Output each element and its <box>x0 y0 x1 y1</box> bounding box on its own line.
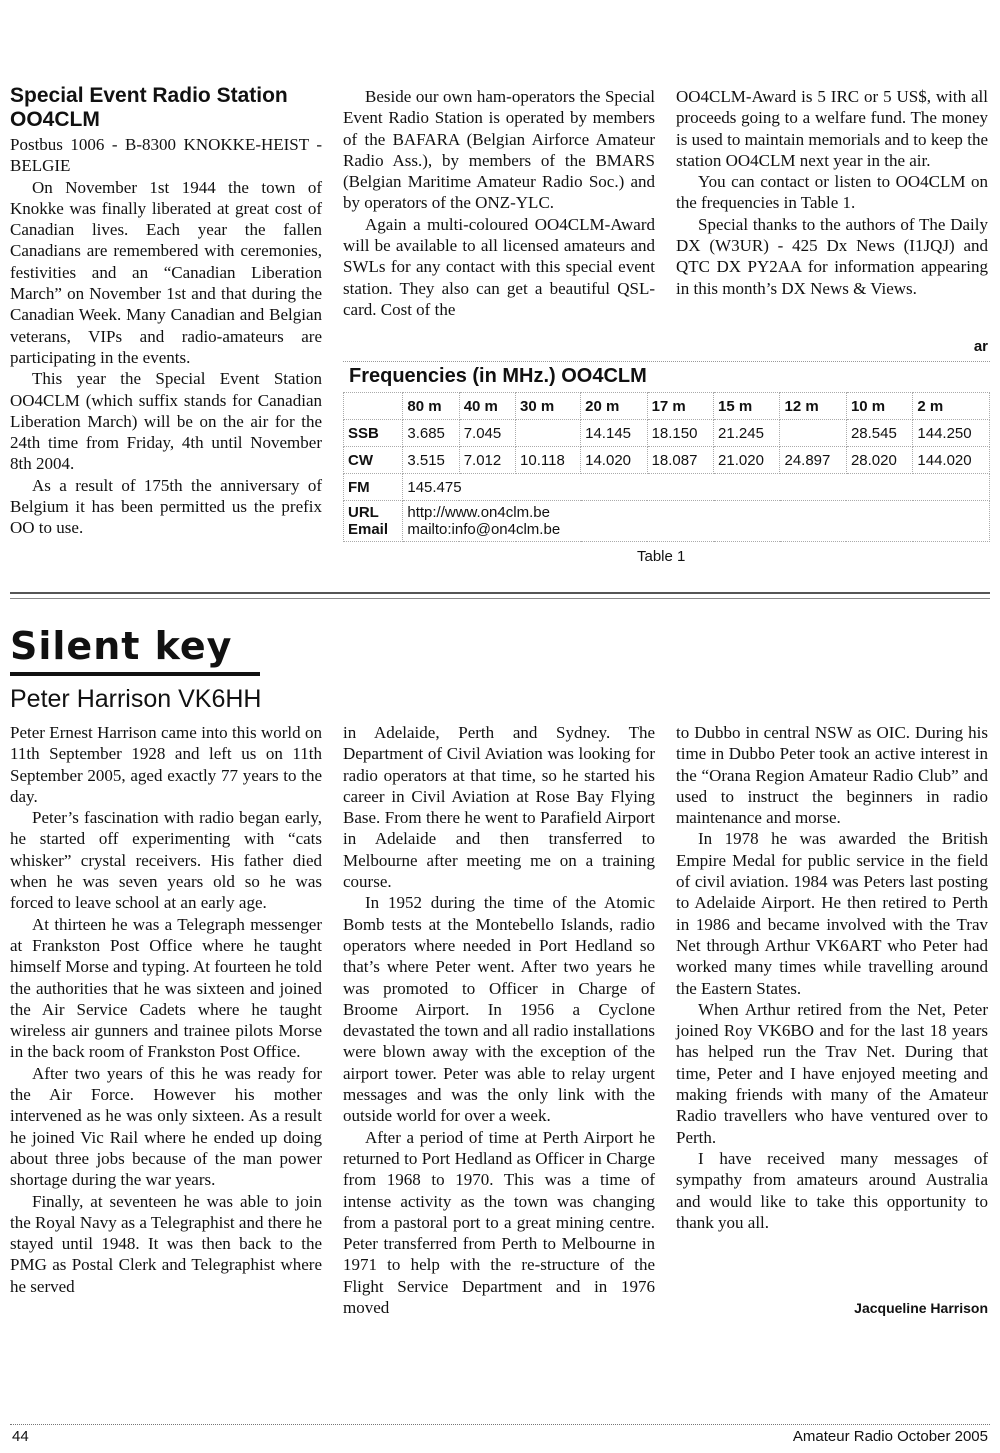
paragraph: You can contact or listen to OO4CLM on the frequencies in Table 1. <box>676 172 988 213</box>
table-row <box>344 447 990 474</box>
table-cell: 7.012 <box>459 447 515 474</box>
article1-column-3 <box>676 86 988 299</box>
paragraph: I have received many messages of sympathy from amateurs around Australia and would like to take this opportunity to thank you all. <box>676 1148 988 1232</box>
heading-underline <box>10 672 260 676</box>
article2-signature: Jacqueline Harrison <box>854 1300 988 1316</box>
table-cell: 144.250 <box>913 420 990 447</box>
table-cell: 3.685 <box>403 420 459 447</box>
row-labels <box>344 501 403 542</box>
paragraph: As a result of 175th the anniversary of Belgium it has been permitted us the prefix OO to use. <box>10 475 322 538</box>
table-row <box>344 501 990 542</box>
paragraph: In 1978 he was awarded the British Empire Medal for public service in the field of civil aviation. 1984 was Peters last posting to Adelaide Airport. He then retired to Perth in 1986 and became involved with the Trav Net through Arthur VK6ART who Peter had worked many times while travelling around the Eastern States. <box>676 829 988 998</box>
article1-column-1 <box>10 134 322 539</box>
email-label: Email <box>348 521 389 538</box>
table-header: 2 m <box>913 393 990 420</box>
table-cell <box>516 420 581 447</box>
table-header: 12 m <box>780 393 846 420</box>
table-cell: 24.897 <box>780 447 846 474</box>
paragraph: Again a multi-coloured OO4CLM-Award will be available to all licensed amateurs and SWLs for any contact with this special event station. They also can get a beautiful QSL-card. Cost of the <box>343 214 655 319</box>
table-cell: 10.118 <box>516 447 581 474</box>
table-cell: 21.020 <box>714 447 780 474</box>
table-cell: 21.245 <box>714 420 780 447</box>
paragraph: This year the Special Event Station OO4CLM (which suffix stands for Canadian Liberation March) will be on the air for the 24th time from Friday, 4th until November 8th 2004. <box>10 369 322 474</box>
article1-column-2 <box>343 86 655 320</box>
article1-signature: ar <box>973 338 988 355</box>
table-header: 30 m <box>516 393 581 420</box>
article2-column-2 <box>343 722 655 1318</box>
table-header: 10 m <box>846 393 912 420</box>
paragraph: Special thanks to the authors of The Daily DX (W3UR) - 425 Dx News (I1JQJ) and QTC DX PY2AA for information appearing in this month’s DX News & Views. <box>676 214 988 298</box>
paragraph: OO4CLM-Award is 5 IRC or 5 US$, with all proceeds going to a welfare fund. The money is used to maintain memorials and to keep the station OO4CLM next year in the air. <box>676 87 988 170</box>
article2-column-3 <box>676 722 988 1233</box>
url-label: URL <box>348 504 379 521</box>
article-title-line1: Special Event Radio Station <box>10 84 288 107</box>
frequency-table <box>343 361 990 540</box>
article-title <box>10 84 330 132</box>
obituary-title: Peter Harrison VK6HH <box>10 685 262 713</box>
paragraph: In 1952 during the time of the Atomic Bomb tests at the Montebello Islands, radio operators where needed in Port Hedland so that’s where Peter went. After two years he was promoted to Officer in Charge of Broome Airport. In 1956 a Cyclone devastated the town and all radio installations were blown away with the exception of the airport tower. Peter was able to relay urgent messages and was the only link with the outside world for over a week. <box>343 893 655 1126</box>
paragraph: When Arthur retired from the Net, Peter joined Roy VK6BO and for the last 18 years has helped run the Trav Net. During that time, Peter and I have enjoyed meeting and making friends with many of the Amateur Radio travellers who have ventured over to Perth. <box>676 999 988 1147</box>
paragraph: Peter Ernest Harrison came into this world on 11th September 1928 and left us on 11th September 2005, aged exactly 77 years to the day. <box>10 723 322 806</box>
table-cell: 14.020 <box>581 447 647 474</box>
frequency-grid <box>343 392 990 542</box>
url-link[interactable]: http://www.on4clm.be <box>407 504 550 521</box>
table-cell: 28.545 <box>846 420 912 447</box>
table-cell: 144.020 <box>913 447 990 474</box>
table-header: 80 m <box>403 393 459 420</box>
table-header: 17 m <box>647 393 713 420</box>
table-cell: 28.020 <box>846 447 912 474</box>
table-header: 20 m <box>581 393 647 420</box>
table-header: 15 m <box>714 393 780 420</box>
table-header-row <box>344 393 990 420</box>
table-cell <box>780 420 846 447</box>
paragraph: After a period of time at Perth Airport he returned to Port Hedland as Officer in Charge from 1968 to 1970. This was a time of intense activity as the town was changing from a pastoral port to a great mining centre. Peter transferred from Perth to Melbourne in 1971 to help with the re-structure of the Flight Service Department and in 1976 moved <box>343 1127 655 1318</box>
paragraph: After two years of this he was ready for the Air Force. However his mother intervened as he was only sixteen. As a result he joined Vic Rail where he ended up doing about three jobs because of the man power shortage during the war years. <box>10 1063 322 1190</box>
table-cell: 18.150 <box>647 420 713 447</box>
paragraph: Peter’s fascination with radio began early, he started off experimenting with “cats whisker” crystal receivers. His father died when he was seven years old so he was forced to leave school at an early age. <box>10 808 322 913</box>
table-cell: 14.145 <box>581 420 647 447</box>
paragraph: Finally, at seventeen he was able to join the Royal Navy as a Telegraphist and there he stayed until 1948. It was then back to the PMG as Postal Clerk and Telegraphist where he served <box>10 1191 322 1296</box>
article2-column-1 <box>10 722 322 1297</box>
paragraph: At thirteen he was a Telegraph messenger at Frankston Post Office where he taught himself Morse and typing. At fourteen he told the authorities that he was sixteen and joined the Air Service Cadets where he taught wireless air gunners and trainee pilots Morse in the back room of Frankston Post Office. <box>10 914 322 1062</box>
footer-rule <box>10 1424 990 1426</box>
row-mode: SSB <box>344 420 403 447</box>
email-link[interactable]: mailto:info@on4clm.be <box>407 521 561 538</box>
section-heading: Silent key <box>10 624 233 668</box>
page-number: 44 <box>12 1428 29 1445</box>
table-row <box>344 474 990 501</box>
table-cell: 145.475 <box>403 474 990 501</box>
publication-footer: Amateur Radio October 2005 <box>792 1428 988 1445</box>
article-title-line2: OO4CLM <box>10 108 100 131</box>
table-row <box>344 420 990 447</box>
table-header: 40 m <box>459 393 515 420</box>
section-separator <box>10 592 990 599</box>
table-corner <box>344 393 403 420</box>
table-title: Frequencies (in MHz.) OO4CLM <box>349 365 647 387</box>
contact-cell <box>403 501 990 542</box>
table-cell: 7.045 <box>459 420 515 447</box>
table-cell: 18.087 <box>647 447 713 474</box>
table-caption: Table 1 <box>637 548 686 565</box>
address: Postbus 1006 - B-8300 KNOKKE-HEIST - BELGIE <box>10 135 322 176</box>
paragraph: to Dubbo in central NSW as OIC. During his time in Dubbo Peter took an active interest in the “Orana Region Amateur Radio Club” and used to instruct the beginners in radio maintenance and morse. <box>676 723 988 828</box>
paragraph: in Adelaide, Perth and Sydney. The Department of Civil Aviation was looking for radio operators at that time, so he started his career in Civil Aviation at Rose Bay Flying Base. From there he went to Parafield Airport in Adelaide and then transferred to Melbourne after meeting me on a training course. <box>343 723 655 892</box>
table-cell: 3.515 <box>403 447 459 474</box>
row-mode: FM <box>344 474 403 501</box>
paragraph: On November 1st 1944 the town of Knokke was finally liberated at great cost of Canadian lives. Each year the fallen Canadians are remembered with ceremonies, festivities and an “Canadian Liberation March” on November 1st and that during the Canadian Week. Many Canadian and Belgian veterans, VIPs and radio-amateurs are participating in the events. <box>10 177 322 367</box>
row-mode: CW <box>344 447 403 474</box>
paragraph: Beside our own ham-operators the Special Event Radio Station is operated by members of the BAFARA (Belgian Airforce Amateur Radio Ass.), by members of the BMARS (Belgian Maritime Amateur Radio Soc.) and by operators of the ONZ-YLC. <box>343 87 655 213</box>
